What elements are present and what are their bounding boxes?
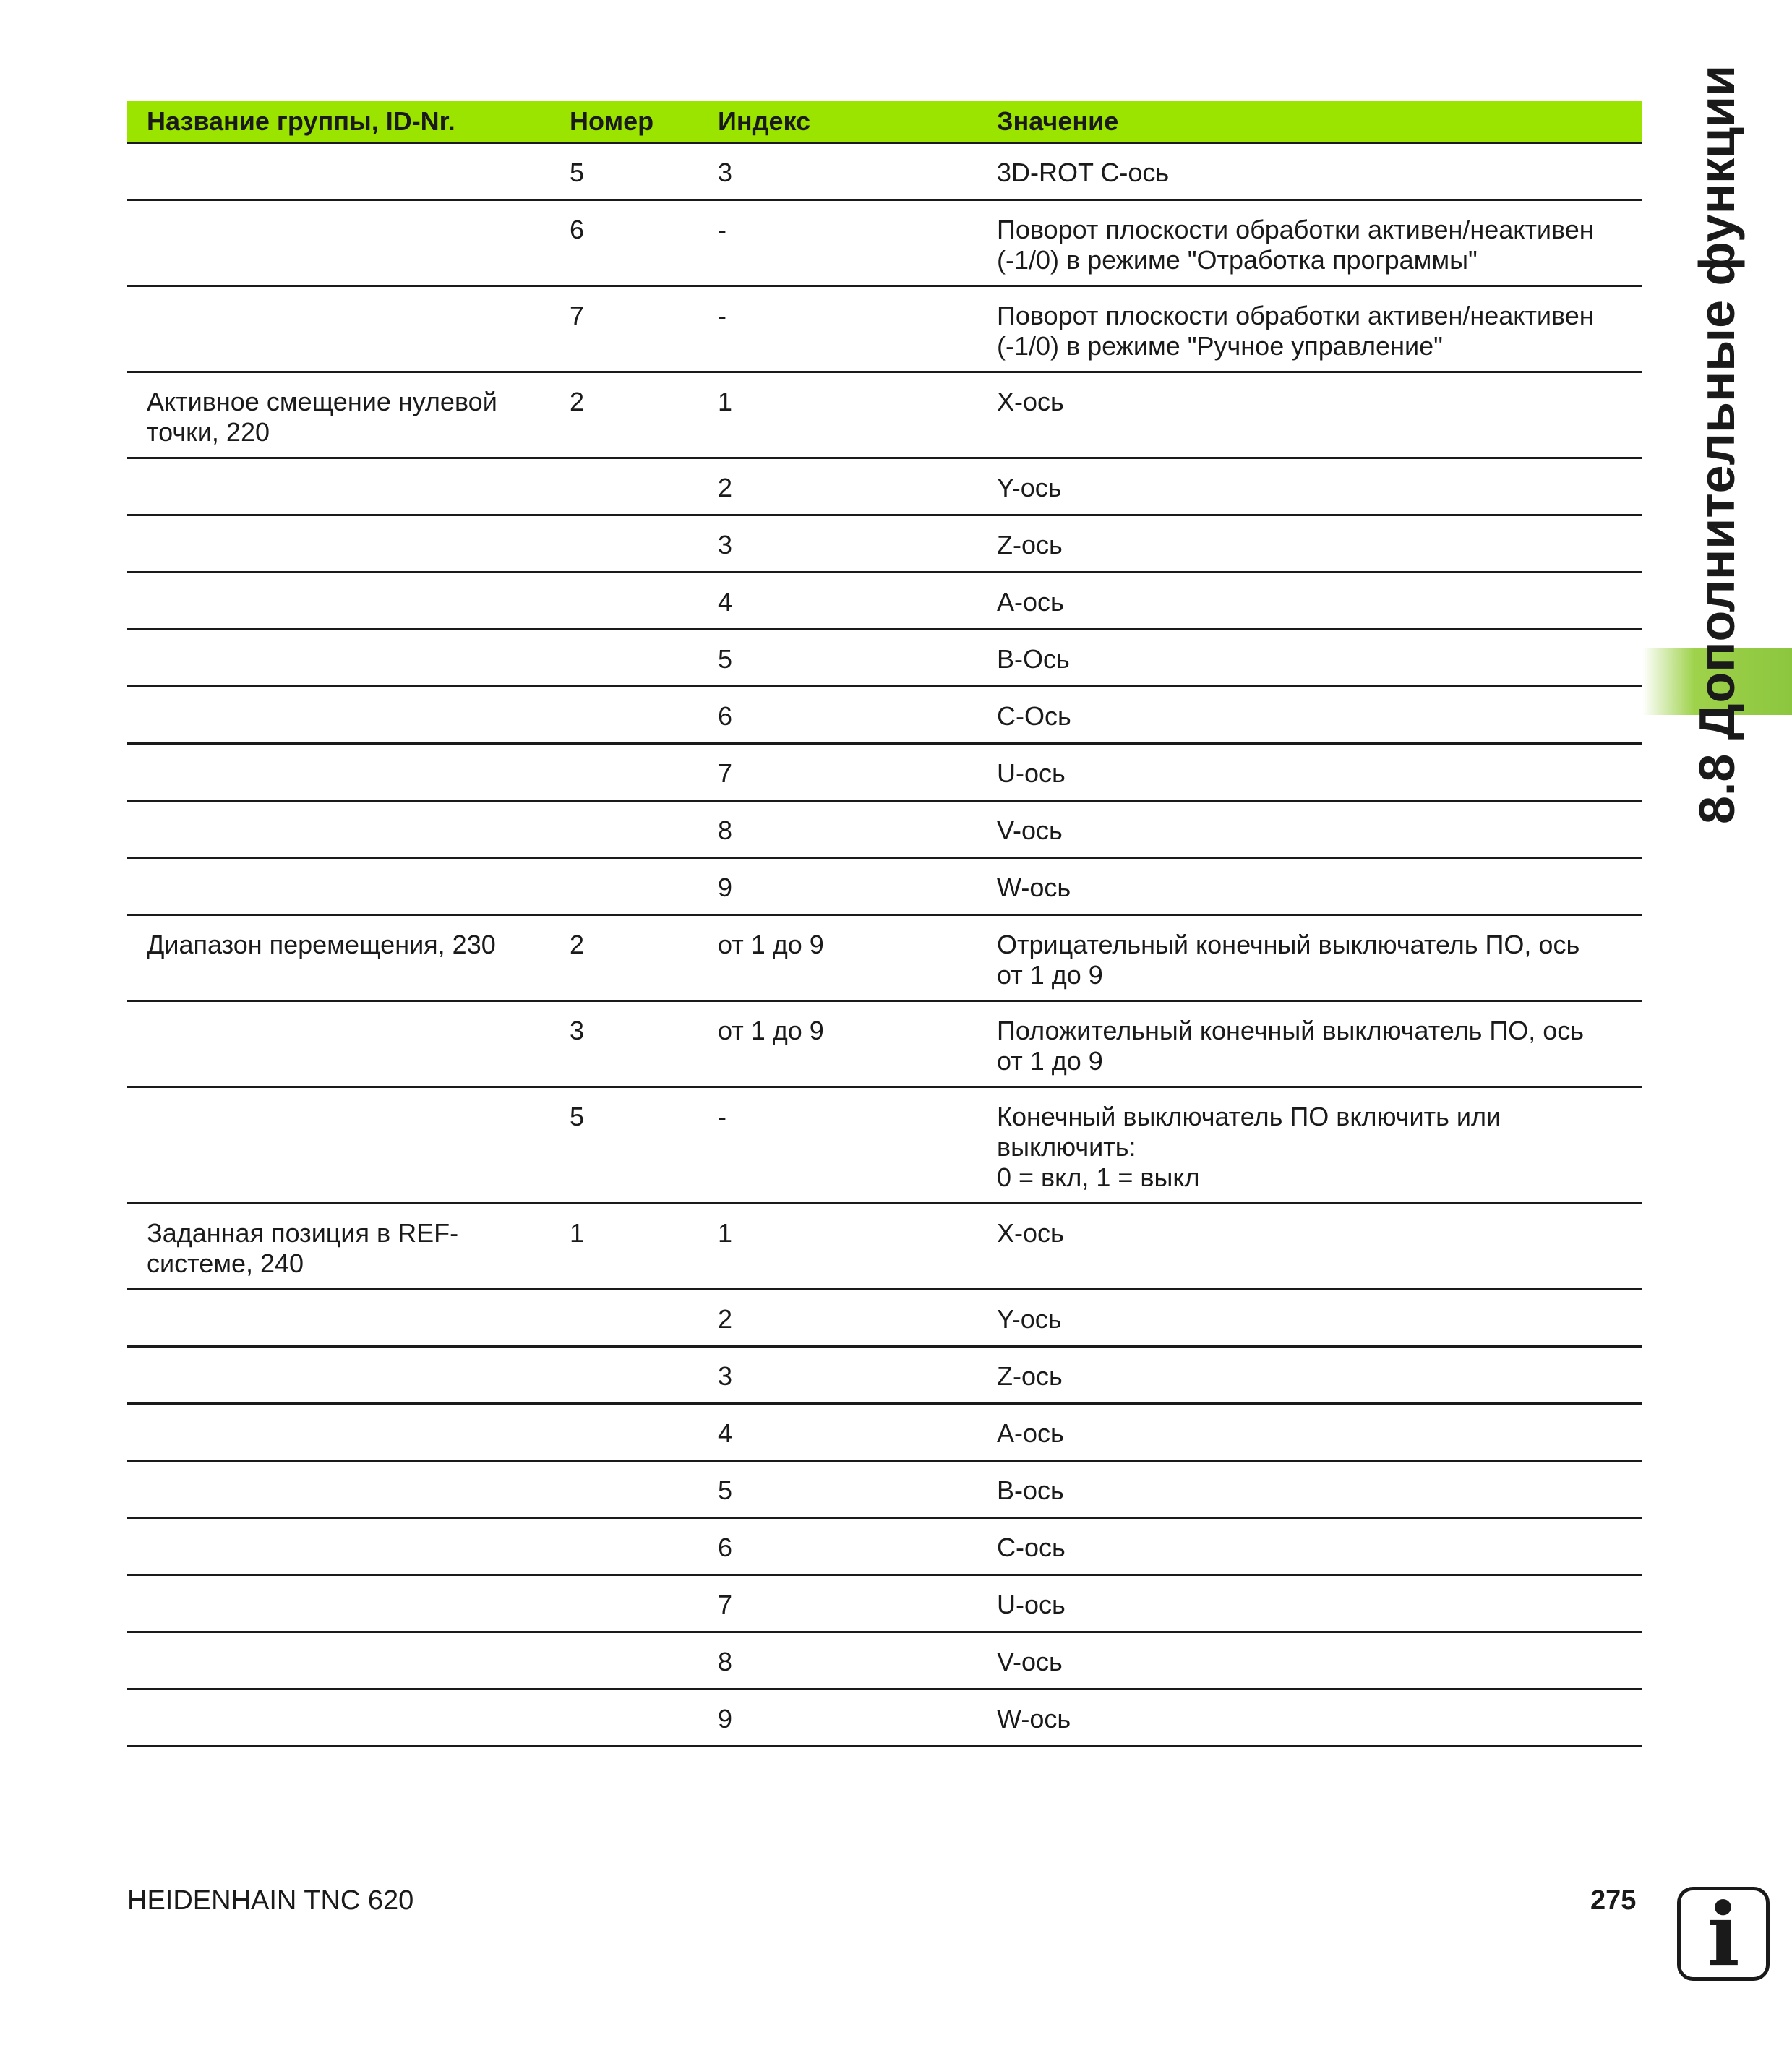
cell-group bbox=[127, 515, 557, 573]
cell-number bbox=[557, 1575, 705, 1632]
table-row bbox=[127, 200, 1642, 286]
cell-number bbox=[557, 687, 705, 744]
cell-number bbox=[557, 1461, 705, 1518]
table-row bbox=[127, 1087, 1642, 1204]
cell-index: 2 bbox=[705, 458, 997, 515]
cell-index: 3 bbox=[705, 1347, 997, 1404]
cell-group bbox=[127, 1518, 557, 1575]
cell-group bbox=[127, 200, 557, 286]
cell-number: 2 bbox=[557, 915, 705, 1001]
table-row bbox=[127, 458, 1642, 515]
table-row bbox=[127, 1461, 1642, 1518]
cell-index: 7 bbox=[705, 744, 997, 801]
cell-index: - bbox=[705, 286, 997, 372]
cell-group bbox=[127, 1290, 557, 1347]
cell-value bbox=[997, 744, 1642, 801]
parameter-table bbox=[127, 101, 1642, 1747]
table-row bbox=[127, 744, 1642, 801]
value-line: V-ось bbox=[997, 1647, 1063, 1676]
cell-group bbox=[127, 1632, 557, 1689]
cell-index: 8 bbox=[705, 1632, 997, 1689]
cell-group bbox=[127, 1087, 557, 1204]
value-line: W-ось bbox=[997, 873, 1071, 902]
table-row bbox=[127, 573, 1642, 630]
cell-value bbox=[997, 573, 1642, 630]
value-line: Y-ось bbox=[997, 1304, 1062, 1334]
value-line: (-1/0) в режиме "Отработка программы" bbox=[997, 245, 1478, 275]
cell-group bbox=[127, 1204, 557, 1290]
cell-index: 6 bbox=[705, 687, 997, 744]
cell-group bbox=[127, 1575, 557, 1632]
cell-value bbox=[997, 1087, 1642, 1204]
cell-group bbox=[127, 372, 557, 458]
value-line: Конечный выключатель ПО включить или bbox=[997, 1102, 1501, 1131]
cell-group bbox=[127, 1404, 557, 1461]
cell-index: 9 bbox=[705, 1689, 997, 1747]
cell-number bbox=[557, 1632, 705, 1689]
cell-value bbox=[997, 1404, 1642, 1461]
cell-group bbox=[127, 1347, 557, 1404]
cell-group bbox=[127, 286, 557, 372]
page-number: 275 bbox=[1590, 1885, 1637, 1916]
info-icon bbox=[1677, 1884, 1770, 1986]
footer-product: HEIDENHAIN TNC 620 bbox=[127, 1885, 414, 1916]
cell-index: 1 bbox=[705, 1204, 997, 1290]
cell-group bbox=[127, 458, 557, 515]
cell-group bbox=[127, 858, 557, 915]
cell-value bbox=[997, 801, 1642, 858]
table-body bbox=[127, 143, 1642, 1747]
value-line: X-ось bbox=[997, 1218, 1064, 1248]
cell-number: 5 bbox=[557, 143, 705, 200]
cell-index: от 1 до 9 bbox=[705, 915, 997, 1001]
value-line: 3D-ROT C-ось bbox=[997, 158, 1170, 187]
cell-index: - bbox=[705, 1087, 997, 1204]
cell-group bbox=[127, 573, 557, 630]
cell-index: 5 bbox=[705, 630, 997, 687]
cell-number bbox=[557, 630, 705, 687]
cell-index: 7 bbox=[705, 1575, 997, 1632]
table-row bbox=[127, 1001, 1642, 1087]
value-line: Y-ось bbox=[997, 473, 1062, 502]
table-row bbox=[127, 915, 1642, 1001]
header-number: Номер bbox=[557, 101, 705, 143]
cell-number: 3 bbox=[557, 1001, 705, 1087]
cell-group bbox=[127, 630, 557, 687]
table-row bbox=[127, 1404, 1642, 1461]
cell-value bbox=[997, 1290, 1642, 1347]
cell-value bbox=[997, 915, 1642, 1001]
group-line: системе, 240 bbox=[147, 1248, 304, 1278]
cell-group bbox=[127, 143, 557, 200]
cell-index: от 1 до 9 bbox=[705, 1001, 997, 1087]
cell-index: 3 bbox=[705, 143, 997, 200]
table-row bbox=[127, 143, 1642, 200]
value-line: A-ось bbox=[997, 587, 1064, 617]
cell-group bbox=[127, 801, 557, 858]
value-line: X-ось bbox=[997, 387, 1064, 416]
value-line: от 1 до 9 bbox=[997, 1046, 1103, 1076]
header-value: Значение bbox=[997, 101, 1642, 143]
value-line: C-ось bbox=[997, 1533, 1066, 1562]
cell-number bbox=[557, 1518, 705, 1575]
value-line: Отрицательный конечный выключатель ПО, ось bbox=[997, 930, 1580, 959]
cell-value bbox=[997, 515, 1642, 573]
cell-number bbox=[557, 1290, 705, 1347]
value-line: Поворот плоскости обработки активен/неактивен bbox=[997, 301, 1594, 330]
cell-index: 2 bbox=[705, 1290, 997, 1347]
cell-number: 6 bbox=[557, 200, 705, 286]
value-line: Z-ось bbox=[997, 530, 1063, 560]
cell-group bbox=[127, 1001, 557, 1087]
table-row bbox=[127, 1204, 1642, 1290]
value-line: U-ось bbox=[997, 758, 1066, 788]
value-line: Поворот плоскости обработки активен/неактивен bbox=[997, 215, 1594, 244]
group-line: точки, 220 bbox=[147, 417, 270, 447]
value-line: A-ось bbox=[997, 1418, 1064, 1448]
header-group: Название группы, ID-Nr. bbox=[127, 101, 557, 143]
cell-value bbox=[997, 1575, 1642, 1632]
info-letter: i bbox=[1707, 1884, 1740, 1986]
table-row bbox=[127, 858, 1642, 915]
cell-value bbox=[997, 1461, 1642, 1518]
cell-number: 1 bbox=[557, 1204, 705, 1290]
cell-value bbox=[997, 1347, 1642, 1404]
table-row bbox=[127, 1518, 1642, 1575]
value-line: B-Ось bbox=[997, 644, 1070, 674]
table-row bbox=[127, 372, 1642, 458]
cell-value bbox=[997, 1001, 1642, 1087]
cell-number bbox=[557, 1404, 705, 1461]
cell-value bbox=[997, 1518, 1642, 1575]
cell-value bbox=[997, 858, 1642, 915]
cell-group bbox=[127, 744, 557, 801]
table-row bbox=[127, 1689, 1642, 1747]
group-line: Заданная позиция в REF- bbox=[147, 1218, 459, 1248]
cell-number bbox=[557, 573, 705, 630]
table-row bbox=[127, 515, 1642, 573]
value-line: Z-ось bbox=[997, 1361, 1063, 1391]
group-line: Диапазон перемещения, 230 bbox=[147, 930, 496, 959]
cell-index: 6 bbox=[705, 1518, 997, 1575]
table-row bbox=[127, 630, 1642, 687]
cell-number bbox=[557, 1347, 705, 1404]
table-row bbox=[127, 1632, 1642, 1689]
table-header bbox=[127, 101, 1642, 143]
table-row bbox=[127, 1575, 1642, 1632]
cell-number bbox=[557, 858, 705, 915]
cell-index: 3 bbox=[705, 515, 997, 573]
cell-number: 7 bbox=[557, 286, 705, 372]
cell-group bbox=[127, 687, 557, 744]
cell-number bbox=[557, 1689, 705, 1747]
table-row bbox=[127, 1290, 1642, 1347]
table-row bbox=[127, 1347, 1642, 1404]
header-index: Индекс bbox=[705, 101, 997, 143]
value-line: выключить: bbox=[997, 1132, 1136, 1162]
cell-group bbox=[127, 915, 557, 1001]
cell-number: 2 bbox=[557, 372, 705, 458]
cell-index: 9 bbox=[705, 858, 997, 915]
cell-value bbox=[997, 1204, 1642, 1290]
cell-value bbox=[997, 687, 1642, 744]
cell-group bbox=[127, 1689, 557, 1747]
value-line: U-ось bbox=[997, 1590, 1066, 1619]
cell-index: 4 bbox=[705, 573, 997, 630]
cell-value bbox=[997, 286, 1642, 372]
value-line: от 1 до 9 bbox=[997, 960, 1103, 990]
cell-index: 5 bbox=[705, 1461, 997, 1518]
cell-value bbox=[997, 1689, 1642, 1747]
cell-number: 5 bbox=[557, 1087, 705, 1204]
cell-number bbox=[557, 801, 705, 858]
cell-value bbox=[997, 630, 1642, 687]
cell-number bbox=[557, 744, 705, 801]
cell-group bbox=[127, 1461, 557, 1518]
value-line: V-ось bbox=[997, 815, 1063, 845]
value-line: (-1/0) в режиме "Ручное управление" bbox=[997, 331, 1443, 361]
cell-index: 8 bbox=[705, 801, 997, 858]
value-line: C-Ось bbox=[997, 701, 1071, 731]
table-row bbox=[127, 687, 1642, 744]
group-line: Активное смещение нулевой bbox=[147, 387, 497, 416]
value-line: 0 = вкл, 1 = выкл bbox=[997, 1162, 1200, 1192]
cell-value bbox=[997, 1632, 1642, 1689]
cell-value bbox=[997, 143, 1642, 200]
cell-value bbox=[997, 372, 1642, 458]
cell-index: - bbox=[705, 200, 997, 286]
cell-index: 4 bbox=[705, 1404, 997, 1461]
table-row bbox=[127, 286, 1642, 372]
value-line: W-ось bbox=[997, 1704, 1071, 1734]
cell-value bbox=[997, 458, 1642, 515]
cell-number bbox=[557, 458, 705, 515]
section-title: 8.8 Дополнительные функции bbox=[1689, 64, 1745, 824]
cell-number bbox=[557, 515, 705, 573]
value-line: Положительный конечный выключатель ПО, ось bbox=[997, 1016, 1585, 1045]
cell-value bbox=[997, 200, 1642, 286]
table-row bbox=[127, 801, 1642, 858]
cell-index: 1 bbox=[705, 372, 997, 458]
value-line: B-ось bbox=[997, 1475, 1064, 1505]
